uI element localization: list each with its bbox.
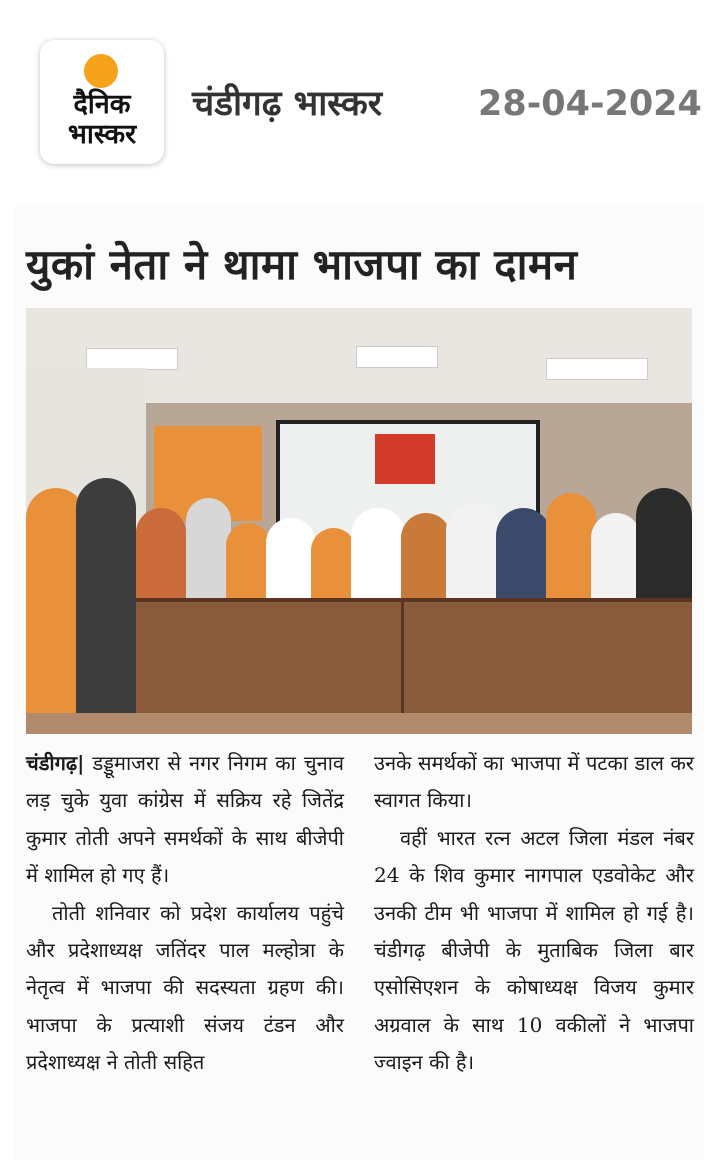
article-dateline: चंडीगढ़| (26, 751, 85, 775)
article-paragraph: तोती शनिवार को प्रदेश कार्यालय पहुंचे और प्रदेशाध्यक्ष जतिंदर पाल मल्होत्रा के नेतृत्व में भाजपा की सदस्यता ग्रहण की। भाजपा के प्रत्याशी संजय टंडन और प्रदेशाध्यक्ष ने तोती सहित (26, 900, 344, 1075)
article-photo[interactable] (26, 308, 692, 734)
edition-title: चंडीगढ़ भास्कर (192, 84, 383, 124)
table-seam (401, 602, 404, 722)
article-column-2 (374, 745, 694, 1082)
ceiling-light (356, 346, 438, 368)
app-header (0, 0, 716, 190)
article-paragraph (26, 745, 344, 895)
article-text: डड्डूमाजरा से नगर निगम का चुनाव लड़ चुके युवा कांग्रेस में सक्रिय रहे जितेंद्र कुमार तोती अपने समर्थकों के साथ बीजेपी में शामिल हो गए हैं। (26, 751, 344, 888)
press-table (136, 598, 692, 722)
photo-floor (26, 713, 692, 734)
logo-sun-icon (84, 54, 118, 88)
ceiling-light (86, 348, 178, 370)
article-headline: युकां नेता ने थामा भाजपा का दामन (26, 240, 578, 289)
edition-date: 28-04-2024 (478, 84, 702, 124)
article-paragraph: वहीं भारत रत्न अटल जिला मंडल नंबर 24 के शिव कुमार नागपाल एडवोकेट और उनकी टीम भी भाजपा में शामिल हो गई है। चंडीगढ़ बीजेपी के मुताबिक जिला बार एसोसिएशन के कोषाध्यक्ष विजय कुमार अग्रवाल के साथ 10 वकीलों ने भाजपा ज्वाइन की है। (374, 825, 694, 1075)
article-paragraph: उनके समर्थकों का भाजपा में पटका डाल कर स्वागत किया। (374, 751, 694, 813)
ceiling-light (546, 358, 648, 380)
article-column-1 (26, 745, 344, 1082)
logo-text-line1: दैनिक (73, 89, 131, 120)
dainik-bhaskar-logo[interactable] (40, 40, 164, 164)
group-of-people (26, 468, 692, 608)
logo-text-line2: भास्कर (67, 119, 137, 150)
